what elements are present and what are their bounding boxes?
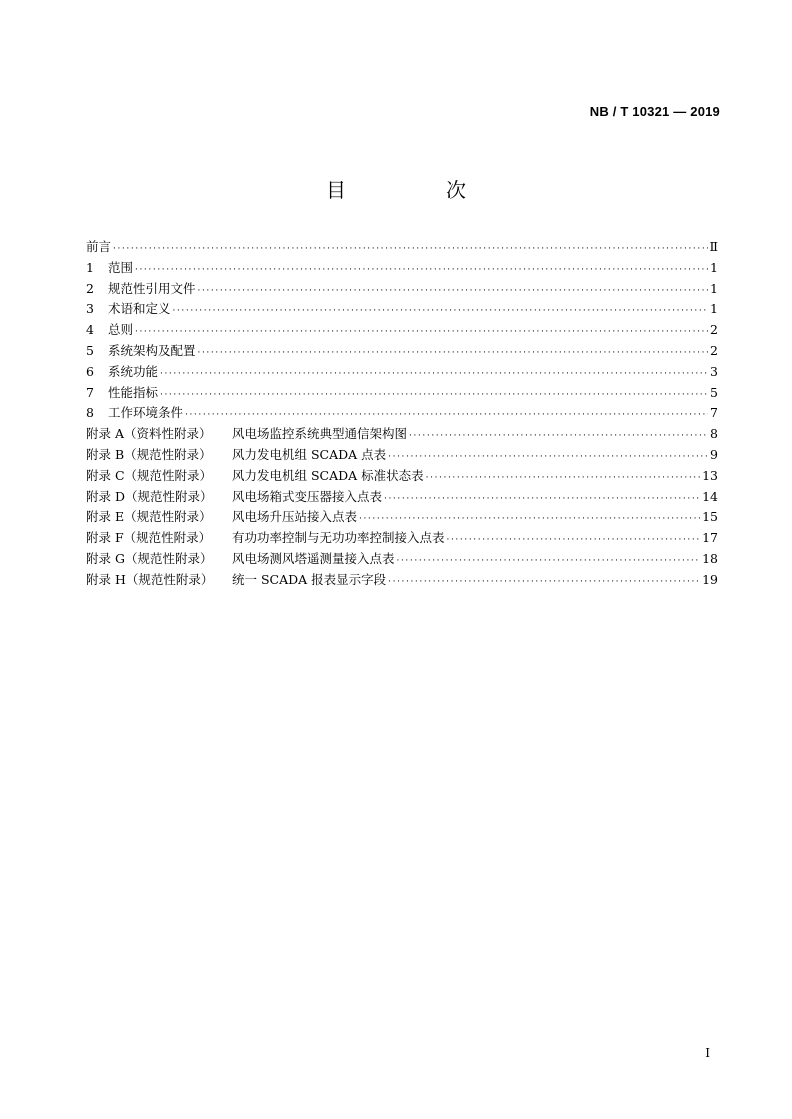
- toc-appendix-page: 19: [702, 571, 718, 587]
- toc-entry-page: 7: [710, 405, 718, 421]
- toc-appendix-e[interactable]: [86, 507, 718, 528]
- toc-leader-dots: [388, 572, 700, 593]
- toc-appendix-h[interactable]: [86, 570, 718, 591]
- toc-leader-dots: [113, 239, 707, 260]
- page-number: I: [705, 1046, 710, 1060]
- toc-entry-number: 3: [86, 301, 94, 317]
- toc-entry-performance[interactable]: [86, 383, 718, 404]
- toc-entry-scope[interactable]: [86, 258, 718, 279]
- toc-entry-page: 1: [710, 301, 718, 317]
- toc-entry-number: 5: [86, 342, 94, 358]
- toc-appendix-c[interactable]: [86, 466, 718, 487]
- toc-leader-dots: [135, 260, 708, 281]
- toc-appendix-a[interactable]: [86, 424, 718, 445]
- toc-entry-label: 工作环境条件: [108, 405, 184, 421]
- toc-entry-foreword[interactable]: [86, 237, 718, 258]
- table-of-contents: [86, 237, 718, 591]
- toc-leader-dots: [160, 364, 708, 385]
- toc-entry-page: 2: [710, 342, 718, 358]
- toc-title: 目 次: [326, 178, 506, 202]
- toc-appendix-page: 18: [702, 550, 718, 566]
- toc-appendix-page: 15: [702, 509, 718, 525]
- toc-entry-normative-references[interactable]: [86, 279, 718, 300]
- toc-leader-dots: [173, 301, 708, 322]
- toc-appendix-page: 17: [702, 530, 718, 546]
- toc-appendix-prefix: 附录 A（资料性附录）: [86, 426, 212, 442]
- toc-entry-page: 1: [710, 259, 718, 275]
- toc-appendix-page: 13: [702, 467, 718, 483]
- toc-entry-label: 规范性引用文件: [108, 280, 196, 296]
- toc-entry-label: 系统架构及配置: [108, 342, 196, 358]
- toc-entry-label: 系统功能: [108, 363, 159, 379]
- toc-appendix-label: 风电场升压站接入点表: [232, 509, 358, 525]
- toc-entry-environment[interactable]: [86, 403, 718, 424]
- toc-entry-general[interactable]: [86, 320, 718, 341]
- toc-appendix-prefix: 附录 G（规范性附录）: [86, 550, 213, 566]
- toc-appendix-label: 有功功率控制与无功功率控制接入点表: [232, 530, 445, 546]
- toc-entry-label: 性能指标: [108, 384, 159, 400]
- toc-leader-dots: [409, 426, 708, 447]
- toc-entry-number: 7: [86, 384, 94, 400]
- toc-appendix-f[interactable]: [86, 528, 718, 549]
- toc-appendix-prefix: 附录 F（规范性附录）: [86, 530, 212, 546]
- toc-entry-number: 8: [86, 405, 94, 421]
- toc-appendix-page: 8: [710, 426, 718, 442]
- toc-entry-system-architecture[interactable]: [86, 341, 718, 362]
- standard-number: NB / T 10321 — 2019: [589, 104, 720, 119]
- toc-leader-dots: [359, 509, 700, 530]
- toc-leader-dots: [397, 551, 701, 572]
- toc-leader-dots: [160, 385, 708, 406]
- toc-entry-terms-definitions[interactable]: [86, 299, 718, 320]
- toc-appendix-label: 风电场测风塔遥测量接入点表: [232, 550, 395, 566]
- toc-entry-label: 总则: [108, 322, 134, 338]
- toc-appendix-label: 风电场箱式变压器接入点表: [232, 488, 383, 504]
- toc-entry-number: 6: [86, 363, 94, 379]
- toc-entry-system-functions[interactable]: [86, 362, 718, 383]
- toc-leader-dots: [135, 322, 708, 343]
- toc-appendix-label: 风电场监控系统典型通信架构图: [232, 426, 408, 442]
- toc-appendix-prefix: 附录 B（规范性附录）: [86, 446, 212, 462]
- toc-appendix-page: 9: [710, 446, 718, 462]
- toc-appendix-b[interactable]: [86, 445, 718, 466]
- toc-entry-page: 5: [710, 384, 718, 400]
- toc-entry-page: 2: [710, 322, 718, 338]
- toc-leader-dots: [426, 468, 700, 489]
- toc-appendix-label: 统一 SCADA 报表显示字段: [232, 571, 387, 587]
- toc-entry-label: 范围: [108, 259, 134, 275]
- toc-appendix-prefix: 附录 C（规范性附录）: [86, 467, 213, 483]
- toc-leader-dots: [384, 489, 700, 510]
- toc-leader-dots: [447, 530, 701, 551]
- toc-entry-label: 前言: [86, 239, 112, 254]
- toc-appendix-label: 风力发电机组 SCADA 标准状态表: [232, 467, 424, 483]
- toc-entry-page: 1: [710, 280, 718, 296]
- toc-leader-dots: [198, 281, 708, 302]
- toc-appendix-g[interactable]: [86, 549, 718, 570]
- toc-entry-label: 术语和定义: [108, 301, 171, 317]
- toc-entry-number: 4: [86, 322, 94, 338]
- toc-appendix-page: 14: [702, 488, 718, 504]
- toc-leader-dots: [198, 343, 708, 364]
- toc-leader-dots: [185, 405, 708, 426]
- toc-appendix-prefix: 附录 H（规范性附录）: [86, 571, 214, 587]
- toc-appendix-label: 风力发电机组 SCADA 点表: [232, 446, 387, 462]
- toc-entry-number: 2: [86, 280, 94, 296]
- toc-leader-dots: [388, 447, 708, 468]
- toc-entry-number: 1: [86, 259, 94, 275]
- toc-entry-page: Ⅱ: [709, 239, 718, 254]
- toc-entry-page: 3: [710, 363, 718, 379]
- toc-appendix-d[interactable]: [86, 487, 718, 508]
- toc-appendix-prefix: 附录 D（规范性附录）: [86, 488, 213, 504]
- toc-appendix-prefix: 附录 E（规范性附录）: [86, 509, 212, 525]
